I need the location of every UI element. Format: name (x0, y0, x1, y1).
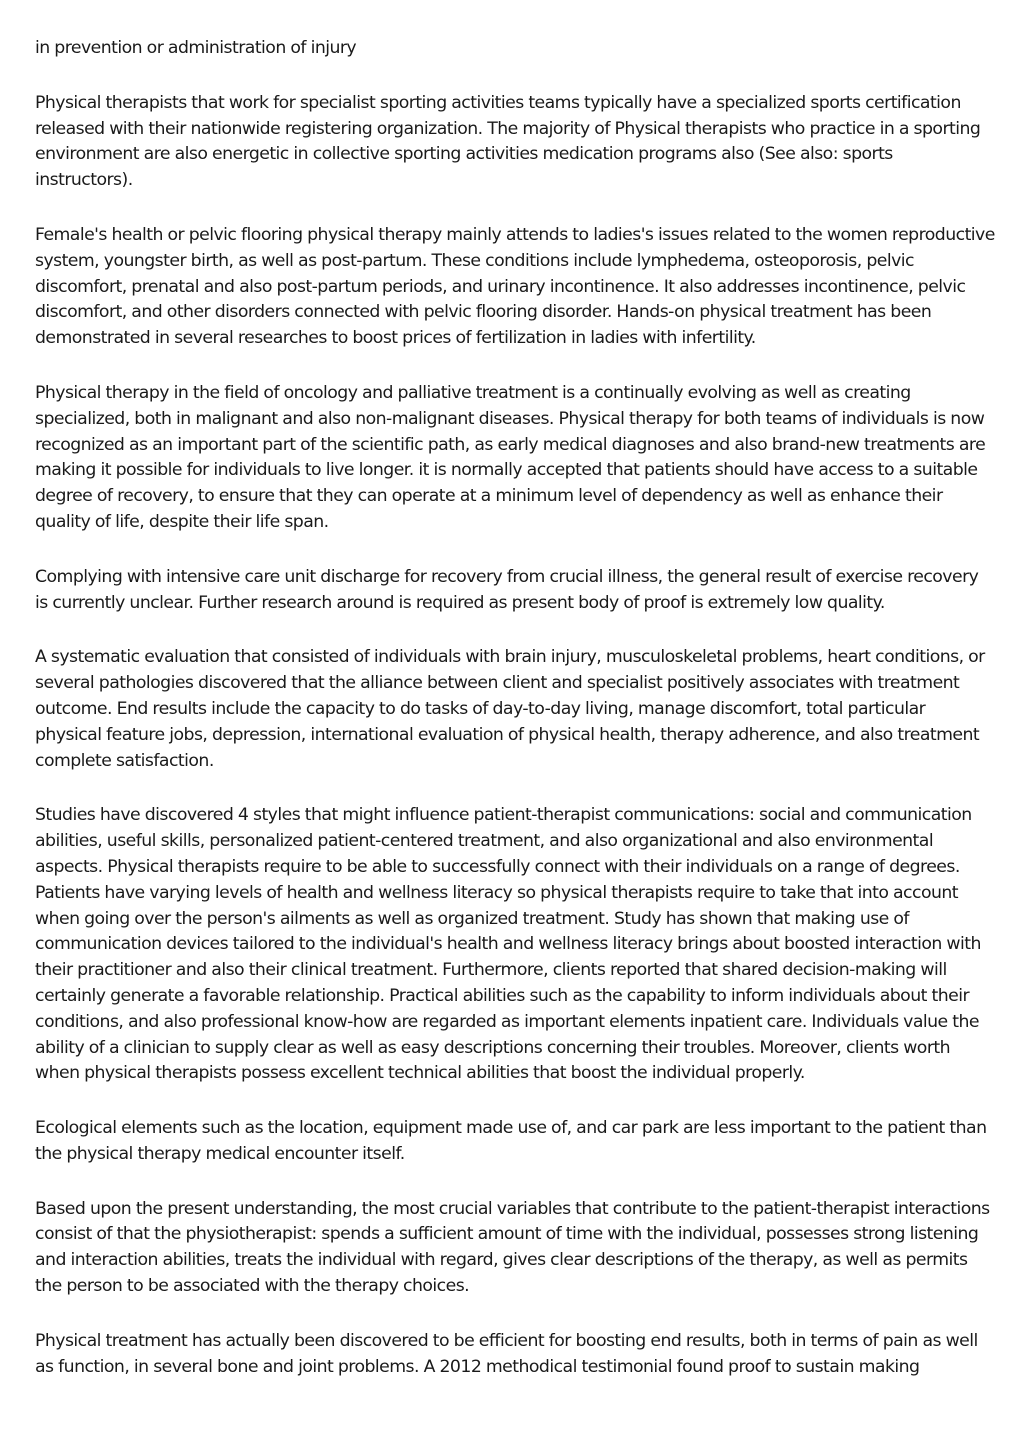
paragraph-9: Based upon the present understanding, the most crucial variables that contribute to the patient-therapist interactions consist of that the physiotherapist: spends a sufficient amount of time with the individual, possesses strong listening and interaction abilities, treats the individual with regard, gives clear descriptions of the therapy, as well as permits the person to be associated with the therapy choices. (35, 1198, 990, 1297)
paragraph-4: Physical therapy in the field of oncology and palliative treatment is a continually evolving as well as creating specialized, both in malignant and also non-malignant diseases. Physical therapy for both teams of individuals is now recognized as an important part of the scientific path, as early medical diagnoses and also brand-new treatments are making it possible for individuals to live longer. it is normally accepted that patients should have access to a suitable degree of recovery, to ensure that they can operate at a minimum level of dependency as well as enhance their quality of life, despite their life span. (35, 382, 986, 532)
paragraph-10: Physical treatment has actually been discovered to be efficient for boosting end results, both in terms of pain as well as function, in several bone and joint problems. A 2012 methodical testimonial found proof to sustain making (35, 1330, 978, 1377)
paragraph-3: Female's health or pelvic flooring physical therapy mainly attends to ladies's issues related to the women reproductive system, youngster birth, as well as post-partum. These conditions include lymphedema, osteoporosis, pelvic discomfort, prenatal and also post-partum periods, and urinary incontinence. It also addresses incontinence, pelvic discomfort, and other disorders connected with pelvic flooring disorder. Hands-on physical treatment has been demonstrated in several researches to boost prices of fertilization in ladies with infertility. (35, 224, 995, 349)
paragraph-7: Studies have discovered 4 styles that might influence patient-therapist communications: social and communication abilities, useful skills, personalized patient-centered treatment, and also organizational and also environmental aspects. Physical therapists require to be able to successfully connect with their individuals on a range of degrees. Patients have varying levels of health and wellness literacy so physical therapists require to take that into account when going over the person's ailments as well as organized treatment. Study has shown that making use of communication devices tailored to the individual's health and wellness literacy brings about boosted interaction with their practitioner and also their clinical treatment. Furthermore, clients reported that shared decision-making will certainly generate a favorable relationship. Practical abilities such as the capability to inform individuals about their conditions, and also professional know-how are regarded as important elements inpatient care. Individuals value the ability of a clinician to supply clear as well as easy descriptions concerning their troubles. Moreover, clients worth when physical therapists possess excellent technical abilities that boost the individual properly. (35, 805, 981, 1084)
document-page (35, 36, 995, 1409)
paragraph-5: Complying with intensive care unit discharge for recovery from crucial illness, the general result of exercise recovery is currently unclear. Further research around is required as present body of proof is extremely low quality. (35, 566, 979, 613)
paragraph-1: in prevention or administration of injury (35, 38, 357, 58)
paragraph-8: Ecological elements such as the location, equipment made use of, and car park are less important to the patient than the physical therapy medical encounter itself. (35, 1118, 987, 1164)
paragraph-2: Physical therapists that work for specialist sporting activities teams typically have a specialized sports certification released with their nationwide registering organization. The majority of Physical therapists who practice in a sporting environment are also energetic in collective sporting activities medication programs also (See also: sports instructors). (35, 92, 981, 191)
paragraph-6: A systematic evaluation that consisted of individuals with brain injury, musculoskeletal problems, heart conditions, or several pathologies discovered that the alliance between client and specialist positively associates with treatment outcome. End results include the capacity to do tasks of day-to-day living, manage discomfort, total particular physical feature jobs, depression, international evaluation of physical health, therapy adherence, and also treatment complete satisfaction. (35, 647, 985, 771)
